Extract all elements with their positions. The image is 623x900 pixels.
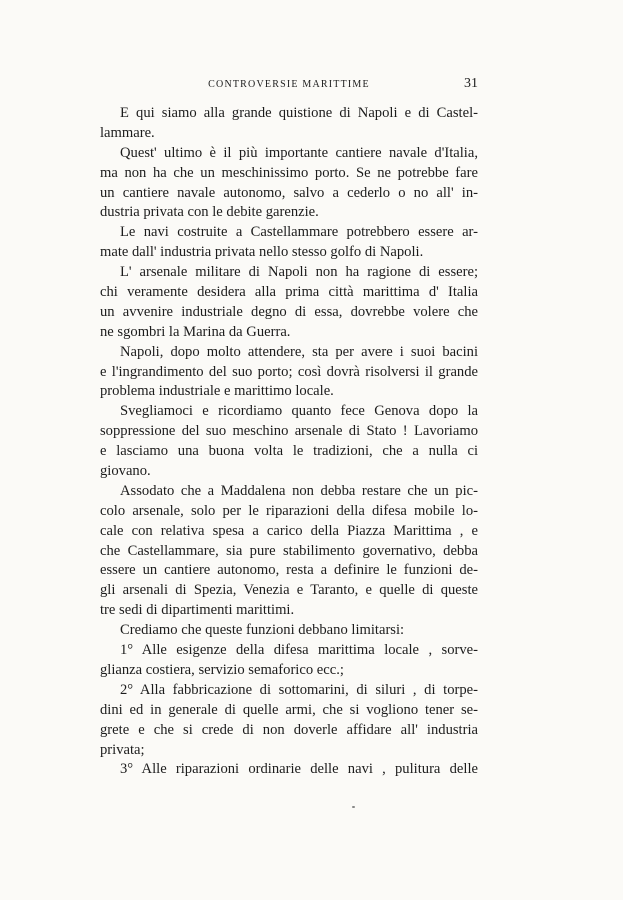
text-line: gli arsenali di Spezia, Venezia e Taranto, e quelle di queste xyxy=(100,582,478,599)
text-line: un cantiere navale autonomo, salvo a cederlo o no all' in- xyxy=(100,184,478,201)
text-line: e lasciamo una buona volta le tradizioni, che a nulla ci xyxy=(100,443,478,460)
text-line: glianza costiera, servizio semaforico ecc.; xyxy=(100,661,344,678)
text-line: mate dall' industria privata nello stesso golfo di Napoli. xyxy=(100,244,424,261)
running-title: CONTROVERSIE MARITTIME xyxy=(208,79,370,90)
text-line: cale con relativa spesa a carico della Piazza Marittima , e xyxy=(100,522,478,539)
text-line: Le navi costruite a Castellammare potrebbero essere ar- xyxy=(120,224,478,241)
text-line: Quest' ultimo è il più importante cantiere navale d'Italia, xyxy=(120,144,478,161)
text-line: tre sedi di dipartimenti marittimi. xyxy=(100,602,295,619)
text-line: un avvenire industriale degno di essa, dovrebbe volere che xyxy=(100,303,478,320)
page-header xyxy=(100,76,478,95)
text-line: Assodato che a Maddalena non debba restare che un pic- xyxy=(120,482,478,499)
text-line: ne sgombri la Marina da Guerra. xyxy=(100,323,291,340)
text-line: grete e che si crede di non doverle affidare all' industria xyxy=(100,721,478,738)
page-number: 31 xyxy=(464,76,478,91)
text-line: chi veramente desidera alla prima città marittima d' Italia xyxy=(100,284,478,301)
text-line: Napoli, dopo molto attendere, sta per avere i suoi bacini xyxy=(120,343,478,360)
text-line: Svegliamoci e ricordiamo quanto fece Genova dopo la xyxy=(120,403,478,420)
text-line: E qui siamo alla grande quistione di Napoli e di Castel- xyxy=(120,105,478,121)
text-line: 1° Alle esigenze della difesa marittima locale , sorve- xyxy=(120,642,478,659)
text-line: 2° Alla fabbricazione di sottomarini, di siluri , di torpe- xyxy=(120,681,478,698)
text-line: dini ed in generale di quelle armi, che si vogliono tener se- xyxy=(100,701,478,718)
paper-speck xyxy=(352,806,355,808)
text-line: che Castellammare, sia pure stabilimento governativo, debba xyxy=(100,542,478,559)
body-text xyxy=(100,104,478,780)
text-line: e l'ingrandimento del suo porto; così dovrà risolversi il grande xyxy=(100,363,478,380)
text-line: privata; xyxy=(100,741,145,758)
text-line: dustria privata con le debite garenzie. xyxy=(100,204,319,221)
text-line: giovano. xyxy=(100,463,151,480)
text-line: ma non ha che un meschinissimo porto. Se ne potrebbe fare xyxy=(100,164,478,181)
text-line: colo arsenale, solo per le riparazioni della difesa mobile lo- xyxy=(100,502,478,519)
text-line: Crediamo che queste funzioni debbano limitarsi: xyxy=(120,622,405,639)
text-line: essere un cantiere autonomo, resta a definire le funzioni de- xyxy=(100,562,478,579)
text-line: soppressione del suo meschino arsenale di Stato ! Lavoriamo xyxy=(100,423,478,440)
text-line: lammare. xyxy=(100,124,155,141)
text-line: 3° Alle riparazioni ordinarie delle navi , pulitura delle xyxy=(120,761,478,778)
text-line: problema industriale e marittimo locale. xyxy=(100,383,334,400)
text-line: L' arsenale militare di Napoli non ha ragione di essere; xyxy=(120,264,478,281)
